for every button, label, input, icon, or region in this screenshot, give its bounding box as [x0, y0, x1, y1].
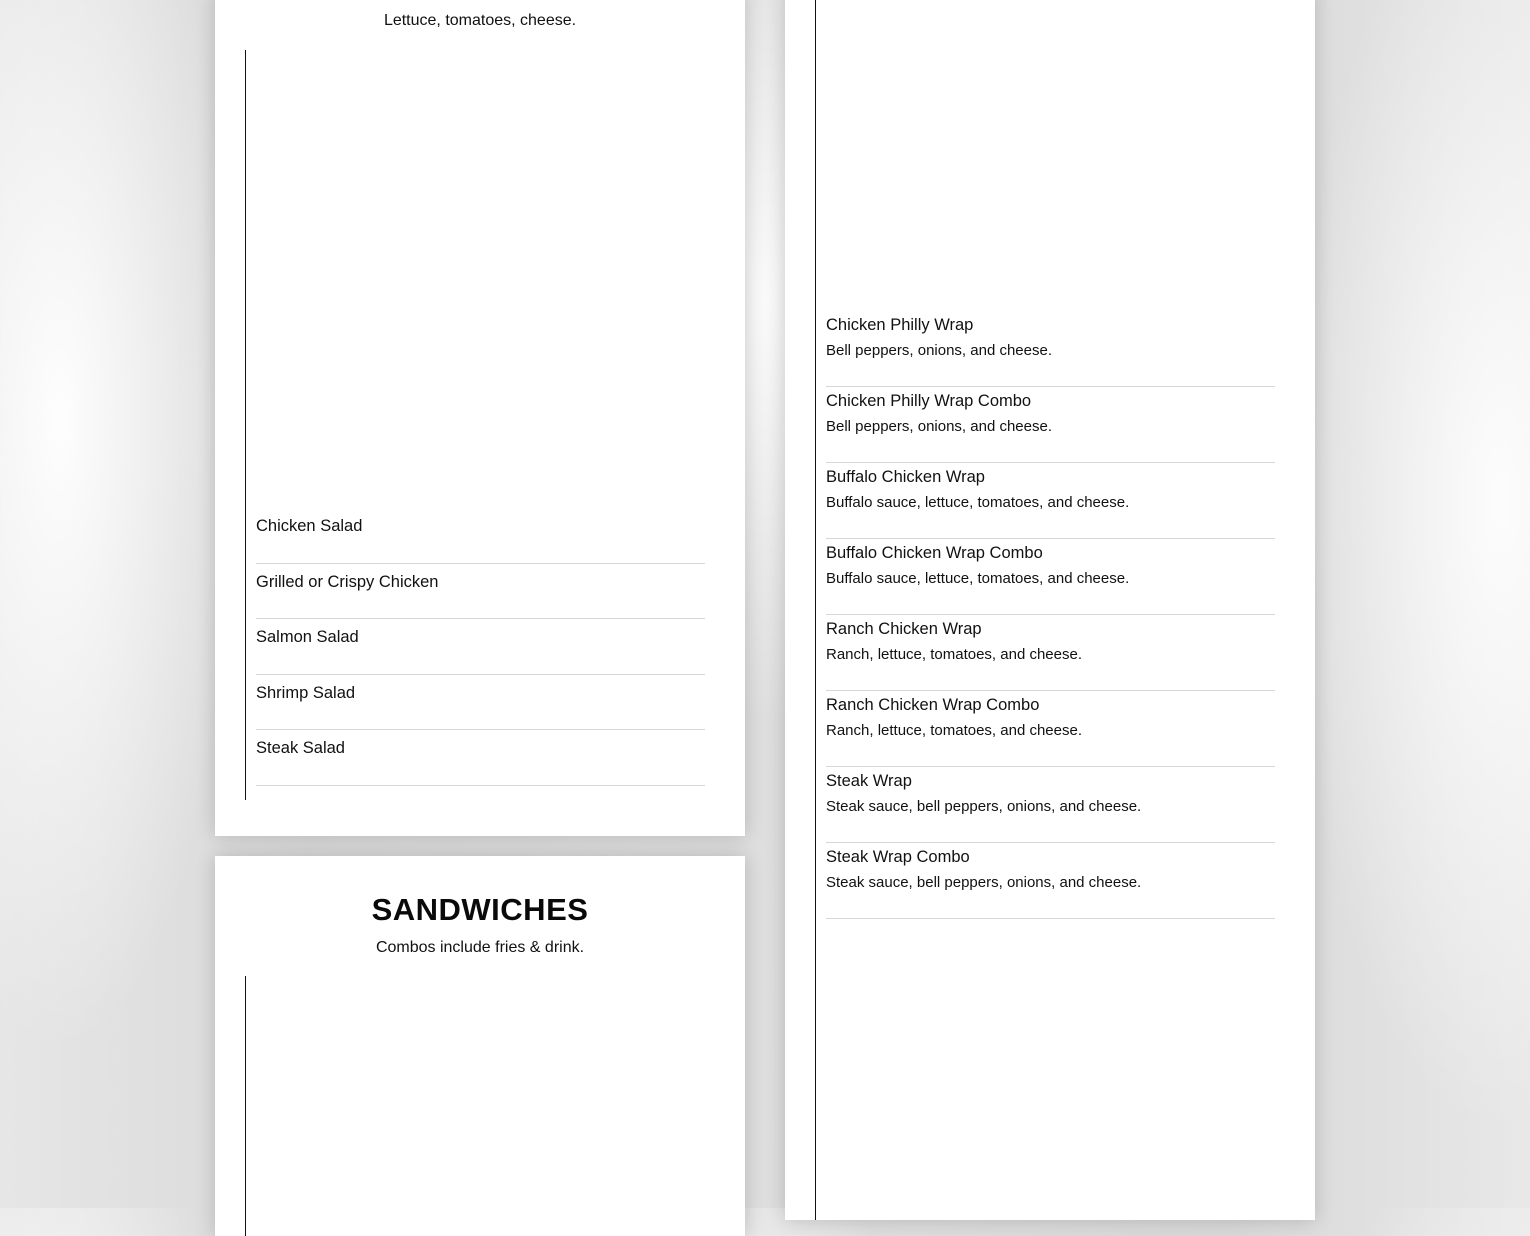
menu-item-description: Bell peppers, onions, and cheese.: [826, 418, 1052, 435]
menu-item[interactable]: [826, 767, 1275, 843]
menu-item-name: Buffalo Chicken Wrap: [826, 468, 985, 486]
sandwiches-title: SANDWICHES: [371, 892, 589, 927]
menu-item-description: Ranch, lettuce, tomatoes, and cheese.: [826, 646, 1082, 663]
sandwiches-note: Combos include fries & drink.: [375, 939, 585, 956]
menu-item[interactable]: [256, 508, 705, 564]
menu-item-name: Ranch Chicken Wrap Combo: [826, 696, 1040, 714]
sandwiches-panel: [215, 856, 745, 1236]
menu-item-description: Buffalo sauce, lettuce, tomatoes, and cheese.: [826, 494, 1130, 511]
menu-item[interactable]: [256, 730, 705, 786]
salads-item-list: [256, 508, 705, 786]
menu-item-name: Chicken Philly Wrap: [826, 316, 974, 334]
menu-item-description: Buffalo sauce, lettuce, tomatoes, and cheese.: [826, 570, 1130, 587]
wraps-divider-line: [815, 0, 816, 1220]
menu-item[interactable]: [826, 387, 1275, 463]
menu-item-name: Steak Wrap Combo: [826, 848, 970, 866]
menu-item-name: Steak Salad: [256, 739, 345, 757]
menu-item-name: Chicken Philly Wrap Combo: [826, 392, 1032, 410]
salads-panel: [215, 0, 745, 836]
menu-item-description: Bell peppers, onions, and cheese.: [826, 342, 1052, 359]
wraps-panel: [785, 0, 1315, 1220]
menu-item-name: Salmon Salad: [256, 628, 359, 646]
menu-item-name: Shrimp Salad: [256, 683, 356, 702]
menu-item[interactable]: [826, 311, 1275, 387]
menu-item-description: Steak sauce, bell peppers, onions, and cheese.: [826, 798, 1142, 815]
menu-item-description: Steak sauce, bell peppers, onions, and cheese.: [826, 874, 1142, 891]
salads-note: Lettuce, tomatoes, cheese.: [383, 12, 577, 29]
wraps-item-list: [826, 311, 1275, 919]
menu-item-name: Grilled or Crispy Chicken: [256, 572, 439, 591]
menu-item[interactable]: [256, 619, 705, 675]
salads-divider-line: [245, 50, 246, 800]
menu-item[interactable]: [826, 615, 1275, 691]
menu-item-name: Buffalo Chicken Wrap Combo: [826, 544, 1043, 562]
menu-item[interactable]: [256, 564, 705, 620]
menu-item[interactable]: [826, 463, 1275, 539]
menu-item[interactable]: [826, 539, 1275, 615]
menu-item-name: Ranch Chicken Wrap: [826, 620, 982, 638]
menu-item-name: Chicken Salad: [256, 517, 363, 535]
menu-item-name: Steak Wrap: [826, 772, 912, 790]
sandwiches-divider-line: [245, 976, 246, 1236]
menu-item[interactable]: [826, 691, 1275, 767]
menu-item-description: Ranch, lettuce, tomatoes, and cheese.: [826, 722, 1082, 739]
menu-item[interactable]: [826, 843, 1275, 919]
menu-item[interactable]: [256, 675, 705, 731]
